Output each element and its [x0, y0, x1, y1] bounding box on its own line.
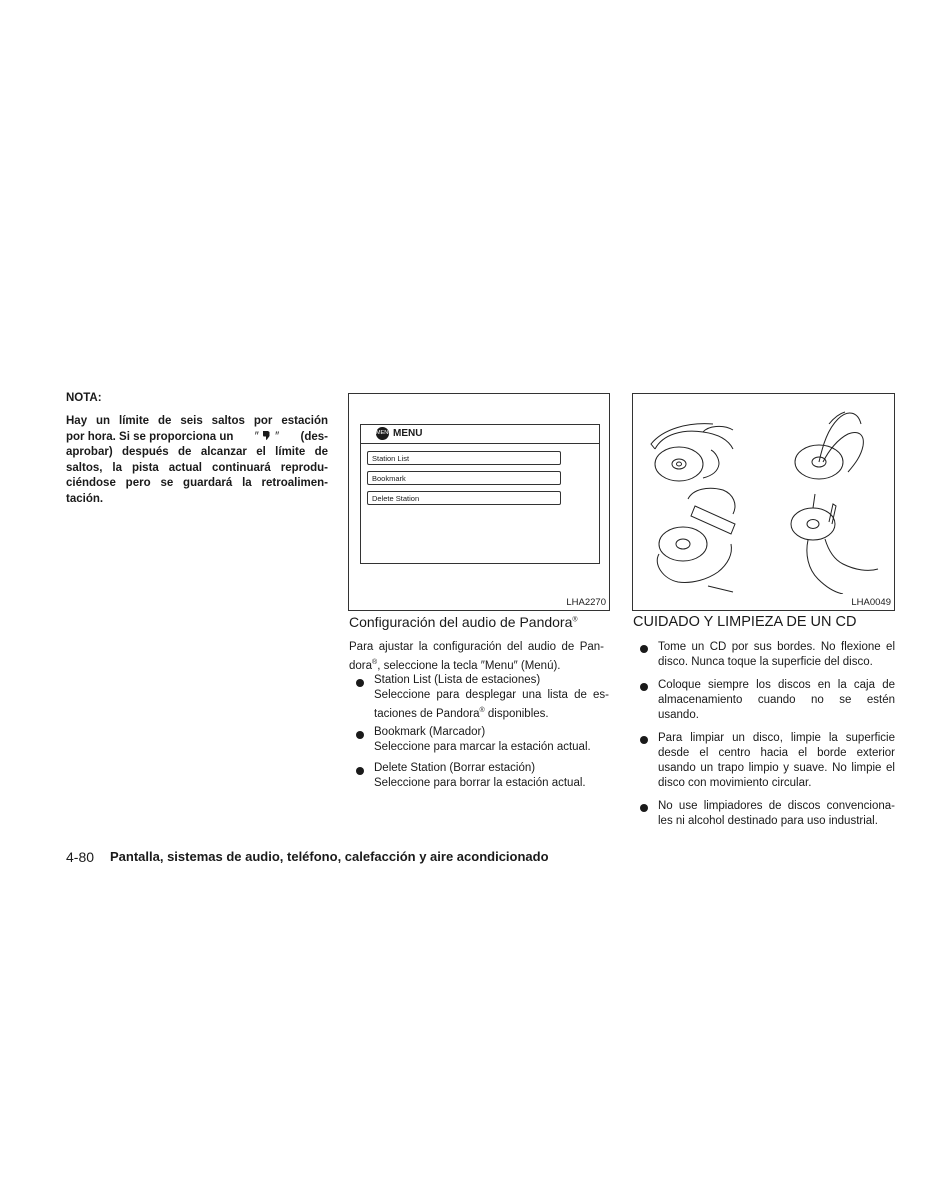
- cd-line: usando un trapo limpio y suave. No limpie el: [658, 762, 895, 774]
- cd-handling-illustration: [633, 394, 894, 594]
- thumbs-down-icon: [262, 430, 272, 441]
- cd-bullet-1: [658, 640, 895, 670]
- cd-line: No use limpiadores de discos convenciona-: [658, 800, 895, 812]
- chapter-title: Pantalla, sistemas de audio, teléfono, calefacción y aire acondicionado: [110, 849, 549, 864]
- delete-station-button[interactable]: Delete Station: [367, 491, 561, 505]
- cd-bullet-2: [658, 678, 895, 723]
- note-line: saltos, la pista actual continuará reprodu-: [66, 461, 328, 474]
- cd-line: almacenamiento cuando no se estén: [658, 694, 895, 706]
- pandora-section-title: [349, 614, 578, 630]
- bullet: [640, 683, 648, 691]
- cd-line: Para limpiar un disco, limpie la superficie: [658, 732, 895, 744]
- bullet: [356, 731, 364, 739]
- bullet: [356, 679, 364, 687]
- disc-in-case: [657, 488, 735, 592]
- cd-line: disco. Nunca toque la superficie del disco.: [658, 656, 873, 668]
- registered-mark: ®: [572, 616, 578, 624]
- cd-line: disco con movimiento circular.: [658, 777, 812, 789]
- item-part: taciones de Pandora: [374, 707, 480, 720]
- pandora-title-text: Configuración del audio de Pandora: [349, 614, 573, 630]
- note-line: aprobar) después de alcanzar el límite de: [66, 446, 328, 458]
- intro-part: dora: [349, 659, 373, 672]
- cd-care-figure: [632, 393, 895, 611]
- cd-line: Coloque siempre los discos en la caja de: [658, 679, 895, 691]
- station-list-item: [374, 673, 609, 722]
- bullet: [640, 645, 648, 653]
- cd-line: desde el centro hacia el borde exterior: [658, 747, 895, 759]
- note-line-part: (des-: [300, 430, 328, 443]
- cd-line: Tome un CD por sus bordes. No flexione el: [658, 641, 895, 653]
- menu-header: [361, 425, 599, 444]
- disc-held-by-edge: [651, 424, 733, 481]
- dislike-symbol: ″ ″: [254, 430, 280, 443]
- note-line: Hay un límite de seis saltos por estación: [66, 415, 328, 427]
- menu-screen-figure: [348, 393, 610, 611]
- figure-code: LHA2270: [566, 597, 606, 608]
- registered-mark: ®: [372, 659, 378, 666]
- disc-wiping: [791, 494, 878, 594]
- page-number: 4-80: [66, 849, 95, 865]
- item-line: Seleccione para borrar la estación actual.: [374, 777, 586, 789]
- bullet: [640, 736, 648, 744]
- station-list-button[interactable]: Station List: [367, 451, 561, 465]
- bullet: [356, 767, 364, 775]
- bookmark-item: [374, 725, 609, 755]
- cd-section-title: CUIDADO Y LIMPIEZA DE UN CD: [633, 614, 857, 630]
- item-title: Station List (Lista de estaciones): [374, 674, 541, 686]
- item-title: Delete Station (Borrar estación): [374, 762, 536, 774]
- bullet: [640, 804, 648, 812]
- intro-line: [349, 655, 604, 674]
- bookmark-button[interactable]: Bookmark: [367, 471, 561, 485]
- cd-bullet-3: [658, 731, 895, 791]
- note-line: tación.: [66, 492, 104, 505]
- menu-icon: MENU: [376, 427, 389, 440]
- cd-line: les ni alcohol destinado para uso industrial.: [658, 815, 878, 827]
- note-heading: NOTA:: [66, 392, 102, 404]
- item-line: [374, 703, 609, 722]
- intro-line: Para ajustar la configuración del audio de Pan-: [349, 641, 604, 653]
- note-body: [66, 414, 328, 507]
- cd-bullet-4: [658, 799, 895, 829]
- disc-held-by-center: [795, 412, 863, 479]
- note-line: ciéndose pero se guardará la retroalimen-: [66, 477, 328, 489]
- registered-mark: ®: [479, 707, 485, 714]
- item-line: Seleccione para desplegar una lista de es-: [374, 689, 609, 701]
- item-part: disponibles.: [484, 707, 549, 720]
- item-title: Bookmark (Marcador): [374, 726, 486, 738]
- pandora-intro: [349, 640, 604, 674]
- intro-part: , seleccione la tecla ″Menu″ (Menú).: [377, 659, 561, 672]
- figure-code: LHA0049: [851, 597, 891, 608]
- delete-station-item: [374, 761, 609, 791]
- menu-title: MENU: [393, 428, 423, 439]
- note-line: [66, 430, 328, 446]
- menu-screen: [360, 424, 600, 564]
- cd-line: usando.: [658, 709, 699, 721]
- note-line-part: por hora. Si se proporciona un: [66, 430, 234, 443]
- item-line: Seleccione para marcar la estación actual.: [374, 741, 591, 753]
